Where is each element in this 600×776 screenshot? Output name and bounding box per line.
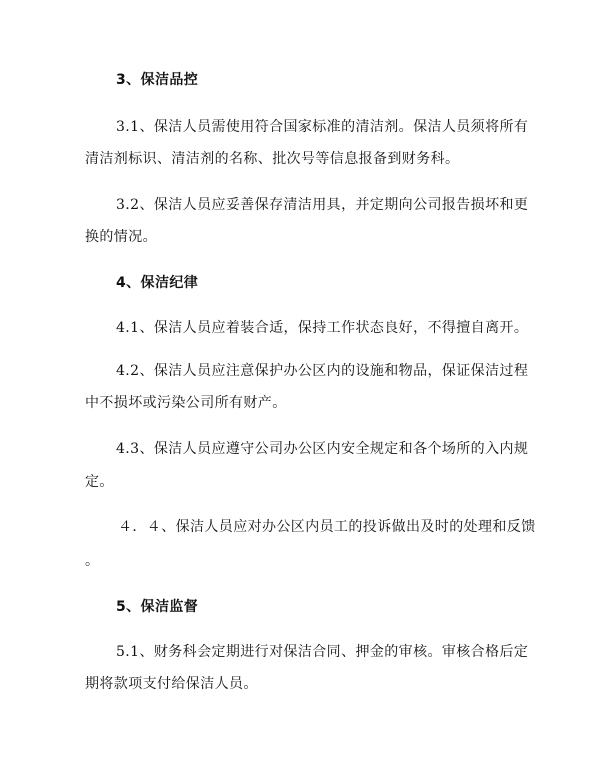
paragraph-4-2-line-1: 4.2、保洁人员应注意保护办公区内的设施和物品，保证保洁过程 — [116, 363, 529, 379]
section-heading-quality-control: 3、保洁品控 — [116, 72, 199, 88]
paragraph-4-4-line-2: 。 — [85, 553, 100, 569]
section-heading-supervision: 5、保洁监督 — [116, 599, 199, 615]
paragraph-3-2-line-2: 换的情况。 — [85, 229, 157, 245]
paragraph-4-3-line-1: 4.3、保洁人员应遵守公司办公区内安全规定和各个场所的入内规 — [116, 441, 529, 457]
paragraph-4-2-line-2: 中不损坏或污染公司所有财产。 — [85, 395, 287, 411]
paragraph-4-3-line-2: 定。 — [85, 474, 114, 490]
paragraph-3-1-line-1: 3.1、保洁人员需使用符合国家标准的清洁剂。保洁人员须将所有 — [116, 119, 529, 135]
paragraph-5-1-line-1: 5.1、财务科会定期进行对保洁合同、押金的审核。审核合格后定 — [116, 644, 529, 660]
section-heading-discipline: 4、保洁纪律 — [116, 275, 199, 291]
paragraph-3-1-line-2: 清洁剂标识、清洁剂的名称、批次号等信息报备到财务科。 — [85, 151, 460, 167]
paragraph-3-2-line-1: 3.2、保洁人员应妥善保存清洁用具，并定期向公司报告损坏和更 — [116, 197, 529, 213]
paragraph-4-4-line-1: ４．４、保洁人员应对办公区内员工的投诉做出及时的处理和反馈 — [118, 519, 536, 535]
paragraph-4-1-line-1: 4.1、保洁人员应着装合适，保持工作状态良好，不得擅自离开。 — [116, 320, 529, 336]
paragraph-5-1-line-2: 期将款项支付给保洁人员。 — [85, 676, 258, 692]
